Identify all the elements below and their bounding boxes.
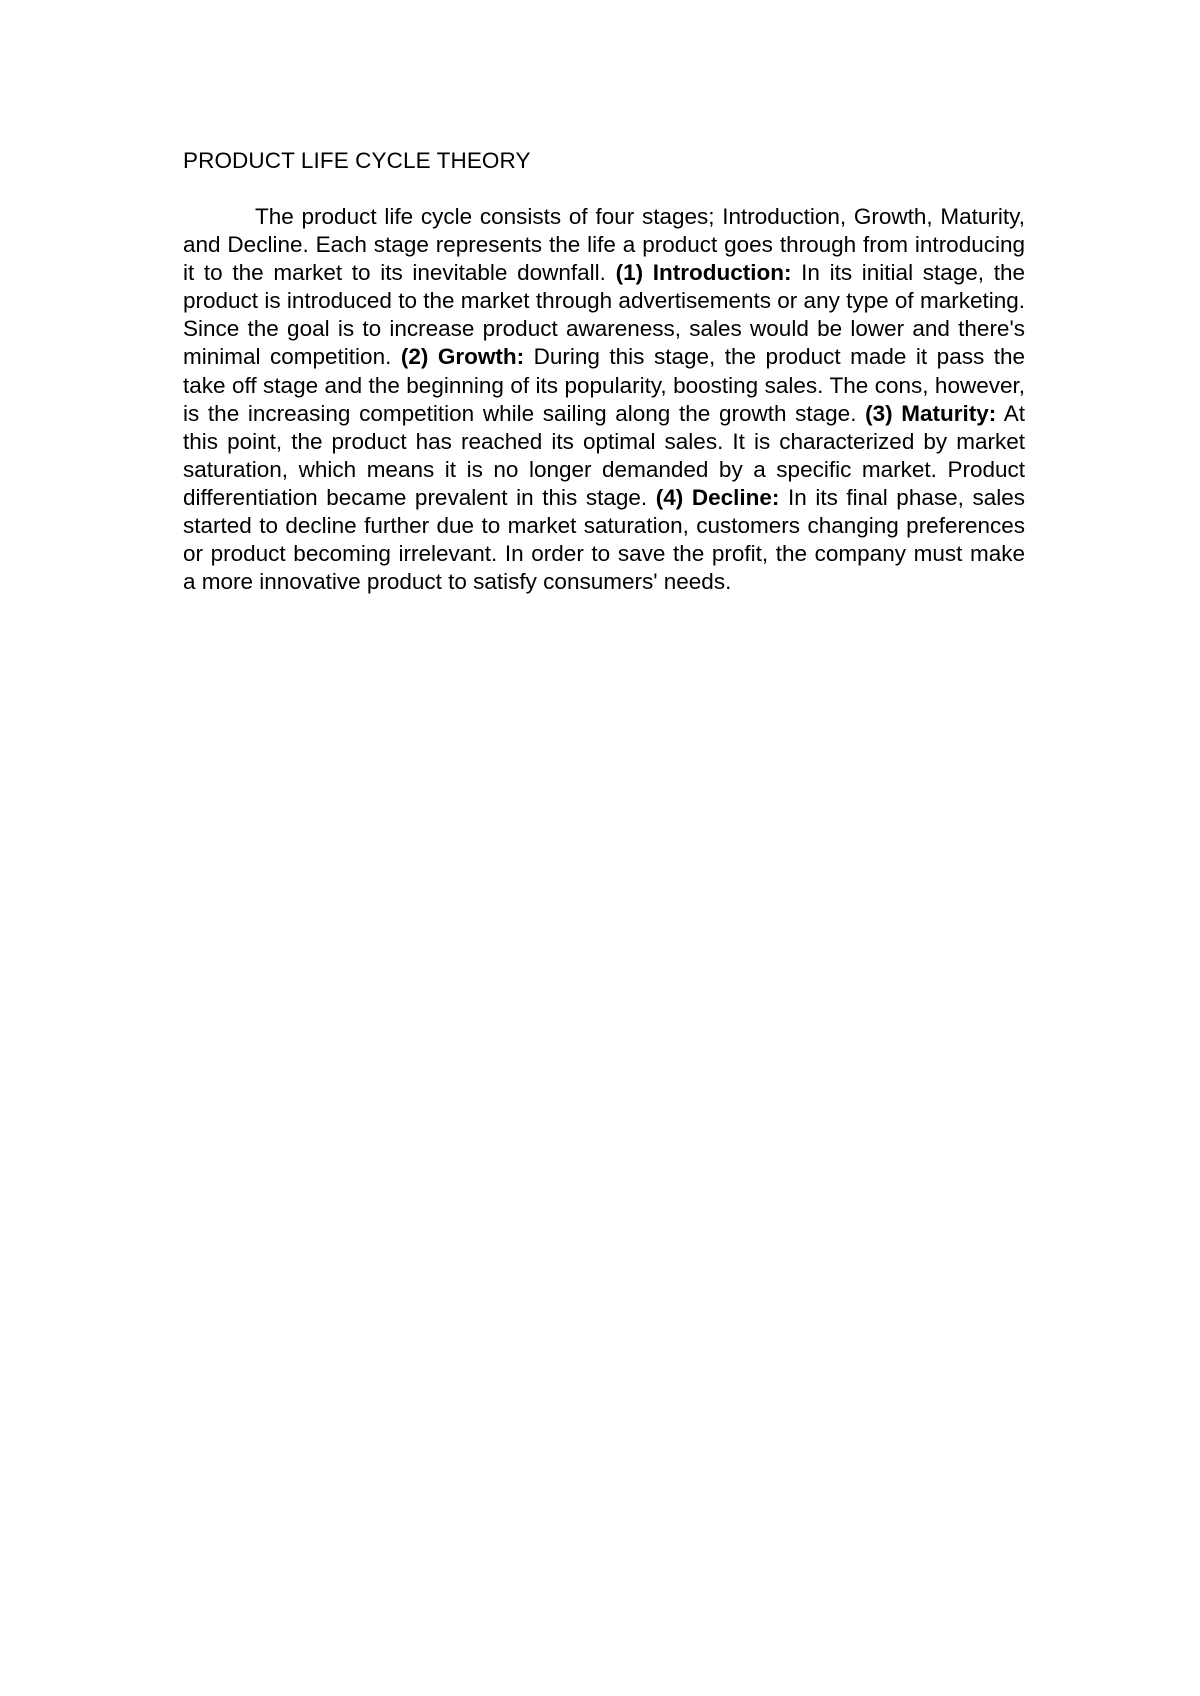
document-paragraph — [183, 203, 1025, 596]
paragraph-text: During this stage, the product made it pass the take off stage and the beginning of its popularity, boosting sales. The cons, however, is the increasing competition while sailing along the growth stage. — [183, 344, 1025, 426]
paragraph-text: In its initial stage, the product is introduced to the market through advertisements or any type of marketing. Since the goal is to increase product awareness, sales would be lower and there's minimal competition. — [183, 260, 1025, 370]
stage-heading-introduction: (1) Introduction: — [615, 260, 792, 286]
paragraph-text: The product life cycle consists of four stages; Introduction, Growth, Maturity, and Decline. Each stage represents the life a product goes through from introducing it to the market to its inevitable downfall. — [183, 204, 1025, 286]
stage-heading-decline: (4) Decline: — [655, 484, 780, 510]
stage-heading-maturity: (3) Maturity: — [865, 400, 997, 426]
document-title: PRODUCT LIFE CYCLE THEORY — [183, 148, 531, 173]
stage-heading-growth: (2) Growth: — [400, 344, 525, 370]
paragraph-text: In its final phase, sales started to decline further due to market saturation, customers changing preferences or product becoming irrelevant. In order to save the profit, the company must make a more innovative product to satisfy consumers' needs. — [183, 484, 1025, 595]
paragraph-text: At this point, the product has reached its optimal sales. It is characterized by market saturation, which means it is no longer demanded by a specific market. Product differentiation became prevalent in this stage. — [183, 400, 1026, 510]
